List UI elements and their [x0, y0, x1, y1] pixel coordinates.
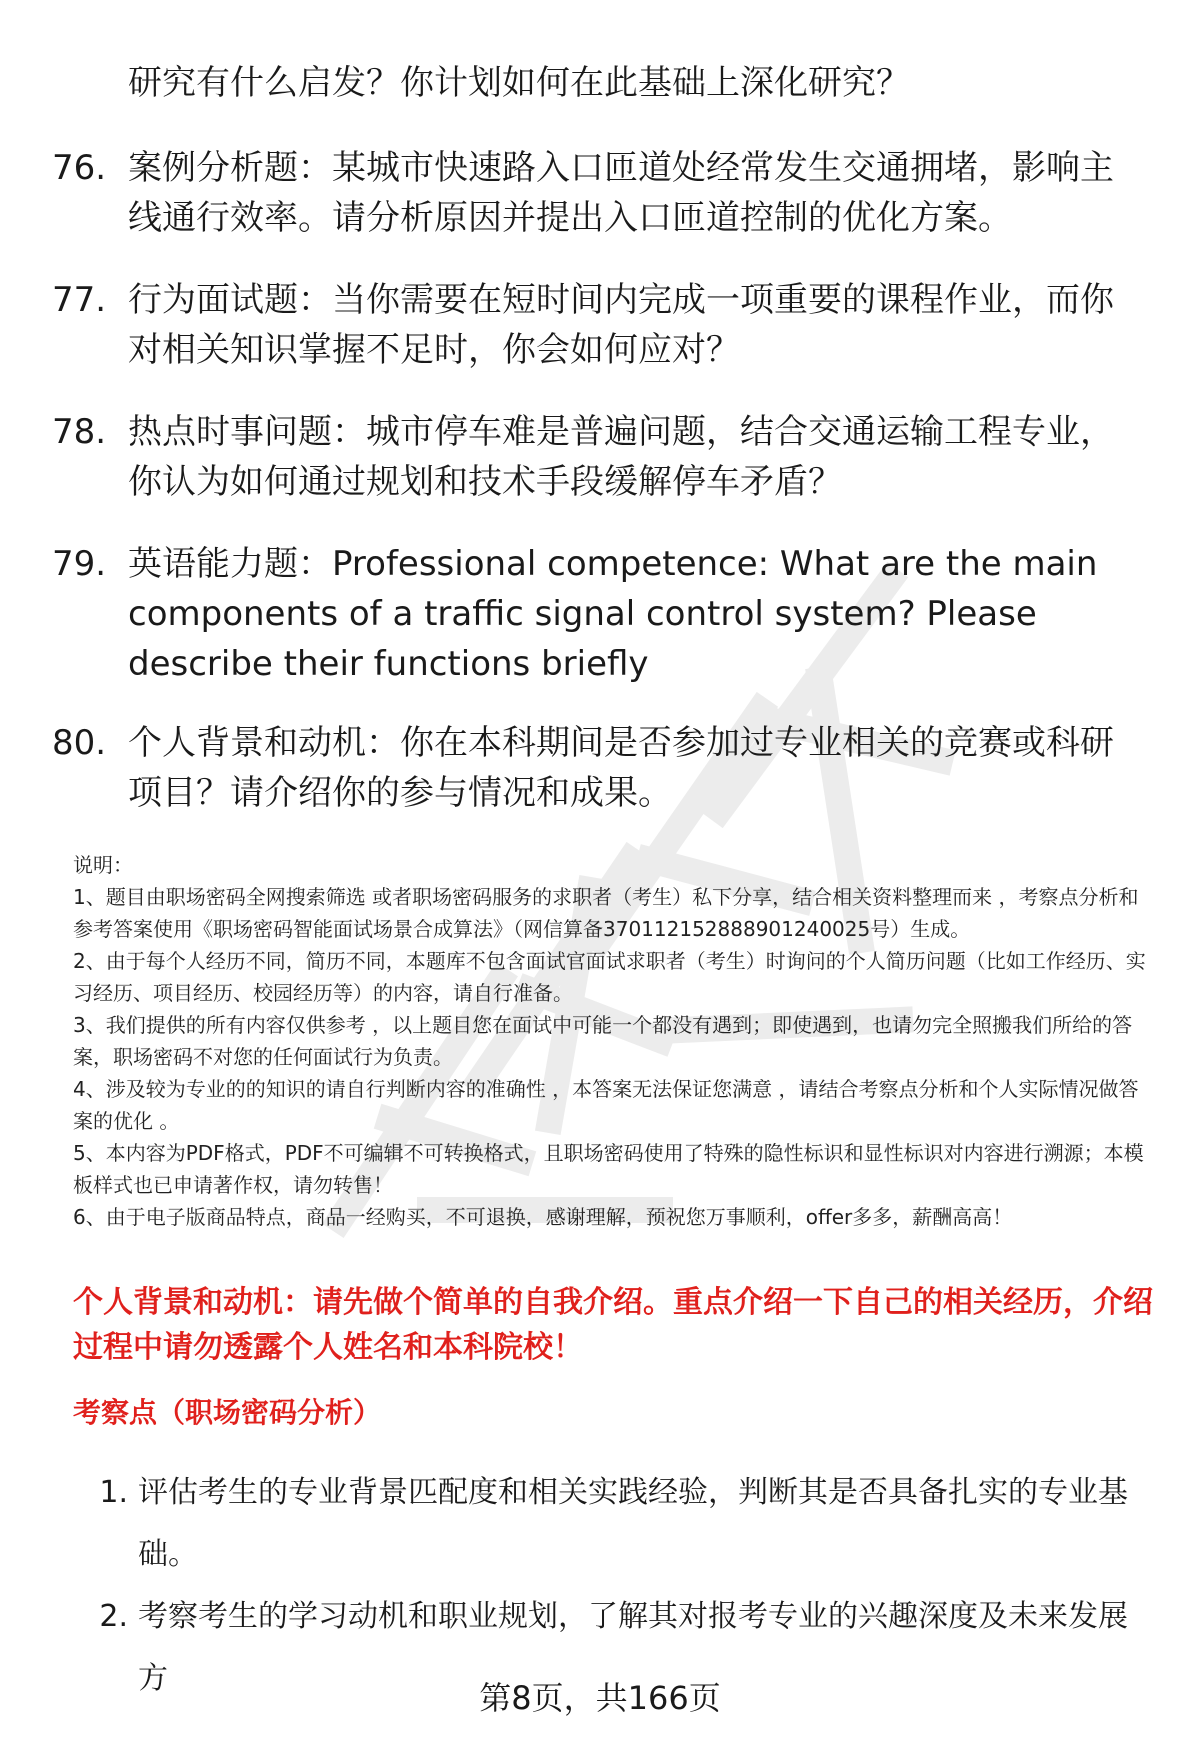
question-80 [52, 718, 1142, 818]
note-item: 3、我们提供的所有内容仅供参考 ，以上题目您在面试中可能一个都没有遇到；即使遇到，也请勿完全照搬我们所给的答案，职场密码不对您的任何面试行为负责。 [73, 1013, 1133, 1069]
question-number: 78. [52, 412, 107, 452]
page-footer: 第8页，共166页 [479, 1679, 721, 1717]
question-number: 79. [52, 544, 107, 584]
analysis-number: 2. [99, 1599, 128, 1634]
question-text: 案例分析题：某城市快速路入口匝道处经常发生交通拥堵，影响主线通行效率。请分析原因并提出入口匝道控制的优化方案。 [128, 148, 1114, 238]
question-79 [52, 539, 1142, 689]
analysis-number: 1. [99, 1475, 128, 1510]
highlight-question: 个人背景和动机：请先做个简单的自我介绍。重点介绍一下自己的相关经历，介绍过程中请勿透露个人姓名和本科院校！ [73, 1285, 1153, 1365]
question-77 [52, 275, 1142, 375]
note-item: 2、由于每个人经历不同，简历不同，本题库不包含面试官面试求职者（考生）时询问的个人简历问题（比如工作经历、实习经历、项目经历、校园经历等）的内容，请自行准备。 [73, 949, 1146, 1005]
analysis-text: 考察考生的学习动机和职业规划，了解其对报考专业的兴趣深度及未来发展方 [138, 1599, 1128, 1696]
question-text: 个人背景和动机：你在本科期间是否参加过专业相关的竞赛或科研项目？请介绍你的参与情况和成果。 [128, 723, 1114, 813]
note-item: 4、涉及较为专业的的知识的请自行判断内容的准确性 ，本答案无法保证您满意 ，请结合考察点分析和个人实际情况做答案的优化 。 [73, 1077, 1139, 1133]
notes-title: 说明： [73, 853, 133, 877]
analysis-heading: 考察点（职场密码分析） [73, 1396, 382, 1429]
continued-question-text: 研究有什么启发？你计划如何在此基础上深化研究？ [128, 63, 910, 103]
disclaimer-notes [73, 849, 1158, 1233]
note-item: 1、题目由职场密码全网搜索筛选 或者职场密码服务的求职者（考生）私下分享，结合相关资料整理而来 ，考察点分析和参考答案使用《职场密码智能面试场景合成算法》（网信算备370112152888901240025号）生成。 [73, 885, 1139, 941]
question-text: 行为面试题：当你需要在短时间内完成一项重要的课程作业，而你对相关知识掌握不足时，你会如何应对？ [128, 280, 1114, 370]
note-item: 6、由于电子版商品特点，商品一经购买，不可退换，感谢理解，预祝您万事顺利，offer多多，薪酬高高！ [73, 1205, 1013, 1229]
question-text: 热点时事问题：城市停车难是普遍问题，结合交通运输工程专业，你认为如何通过规划和技术手段缓解停车矛盾？ [128, 412, 1114, 502]
note-item: 5、本内容为PDF格式，PDF不可编辑不可转换格式，且职场密码使用了特殊的隐性标识和显性标识对内容进行溯源；本模板样式也已申请著作权，请勿转售！ [73, 1141, 1144, 1197]
question-number: 77. [52, 280, 107, 320]
question-number: 80. [52, 723, 107, 763]
question-text: 英语能力题：Professional competence: What are the main components of a traffic signal control system? Please describe their functions briefly [128, 544, 1098, 684]
question-76 [52, 143, 1142, 243]
analysis-text: 评估考生的专业背景匹配度和相关实践经验，判断其是否具备扎实的专业基础。 [138, 1475, 1128, 1572]
question-78 [52, 407, 1142, 507]
question-number: 76. [52, 148, 107, 188]
analysis-item [80, 1462, 1160, 1586]
